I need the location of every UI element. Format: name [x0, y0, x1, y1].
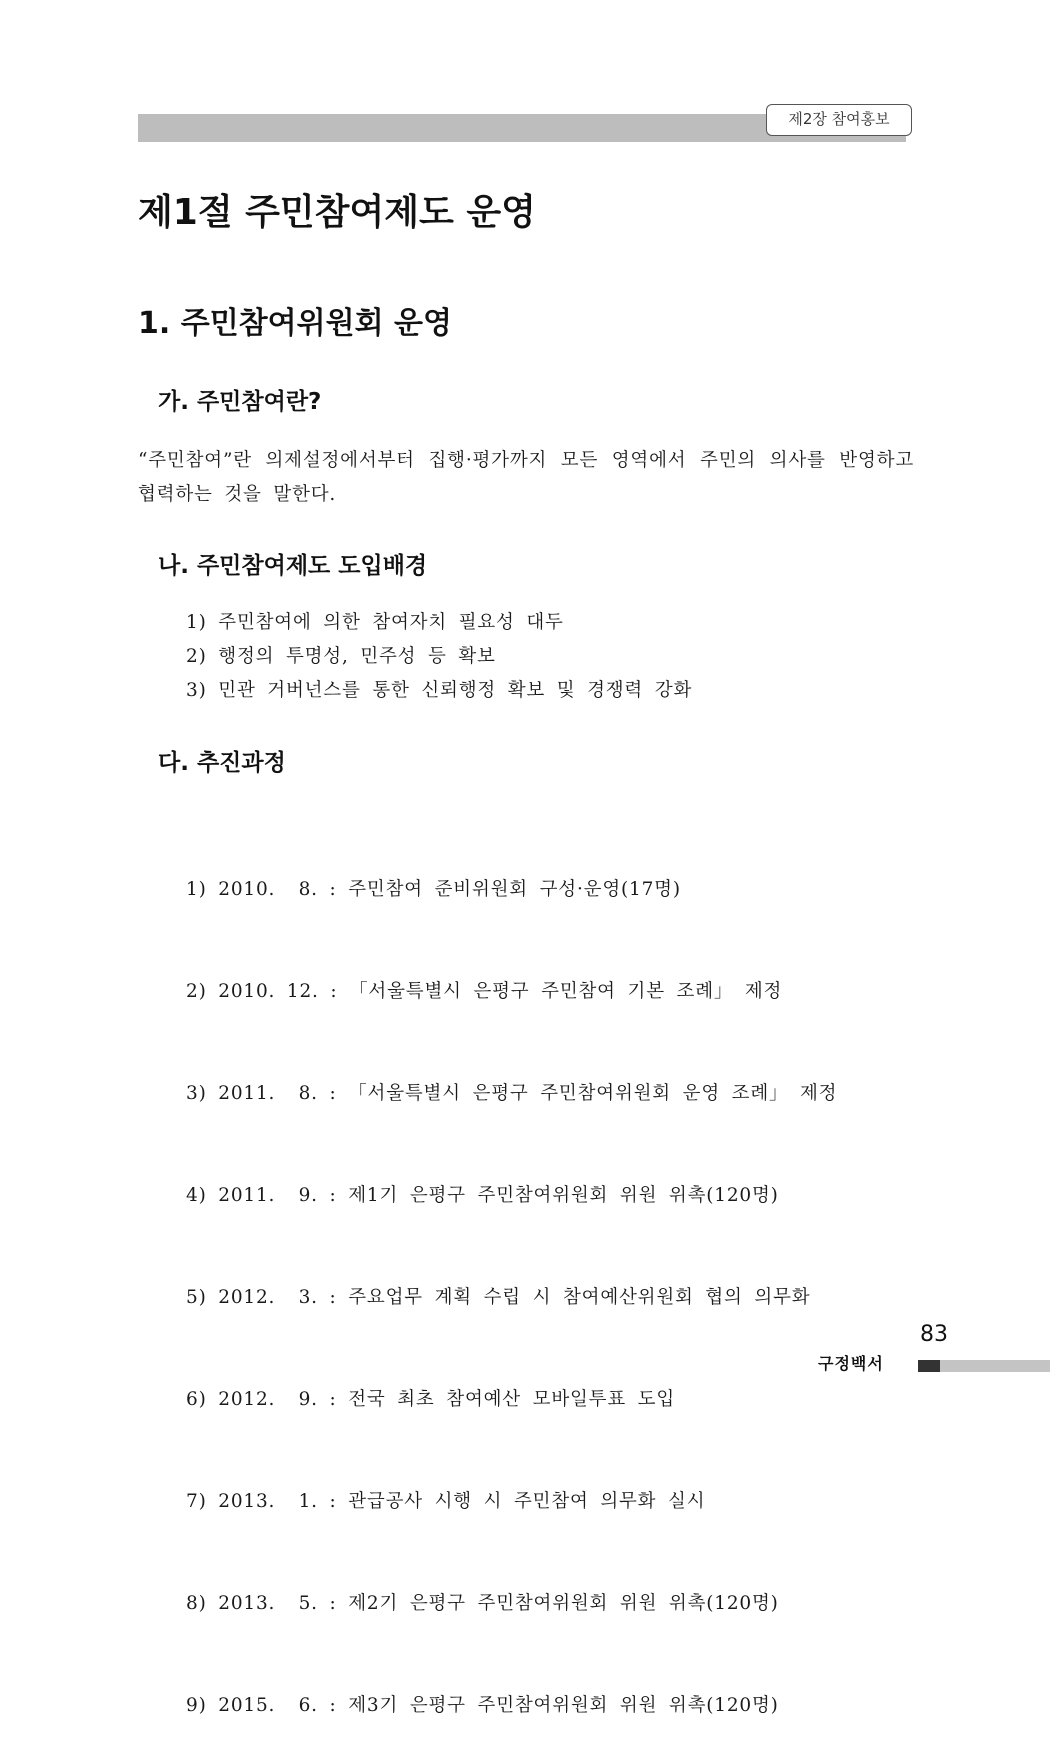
list-item: 1) 주민참여에 의한 참여자치 필요성 대두	[186, 612, 564, 633]
subsection-title: 1. 주민참여위원회 운영	[138, 306, 452, 341]
list-item: 7) 2013. 1. : 관급공사 시행 시 주민참여 의무화 실시	[186, 1491, 706, 1512]
list-item: 3) 2011. 8. : 「서울특별시 은평구 주민참여위원회 운영 조례」 제정	[186, 1083, 838, 1104]
heading-progress: 다. 추진과정	[158, 750, 286, 776]
footer-mark	[918, 1360, 940, 1372]
list-item: 4) 2011. 9. : 제1기 은평구 주민참여위원회 위원 위촉(120명)	[186, 1185, 779, 1206]
list-item: 1) 2010. 8. : 주민참여 준비위원회 구성·운영(17명)	[186, 879, 681, 900]
heading-background: 나. 주민참여제도 도입배경	[158, 553, 428, 579]
chapter-tag: 제2장 참여홍보	[766, 104, 912, 136]
footer-bar	[940, 1360, 1050, 1372]
list-item: 3) 민관 거버넌스를 통한 신뢰행정 확보 및 경쟁력 강화	[186, 680, 693, 701]
list-item: 9) 2015. 6. : 제3기 은평구 주민참여위원회 위원 위촉(120명)	[186, 1695, 779, 1716]
heading-what-is-participation: 가. 주민참여란?	[158, 389, 322, 415]
progress-list	[186, 805, 837, 1757]
definition-paragraph: “주민참여”란 의제설정에서부터 집행·평가까지 모든 영역에서 주민의 의사를 반영하고 협력하는 것을 말한다.	[138, 450, 914, 505]
page-number: 83	[920, 1322, 948, 1347]
section-title: 제1절 주민참여제도 운영	[138, 192, 536, 233]
list-item: 2) 2010. 12. : 「서울특별시 은평구 주민참여 기본 조례」 제정	[186, 981, 783, 1002]
list-item: 6) 2012. 9. : 전국 최초 참여예산 모바일투표 도입	[186, 1389, 676, 1410]
list-item: 2) 행정의 투명성, 민주성 등 확보	[186, 646, 496, 667]
background-list	[186, 606, 692, 708]
list-item: 5) 2012. 3. : 주요업무 계획 수립 시 참여예산위원회 협의 의무화	[186, 1287, 811, 1308]
list-item: 8) 2013. 5. : 제2기 은평구 주민참여위원회 위원 위촉(120명)	[186, 1593, 779, 1614]
book-title: 구정백서	[818, 1354, 884, 1373]
